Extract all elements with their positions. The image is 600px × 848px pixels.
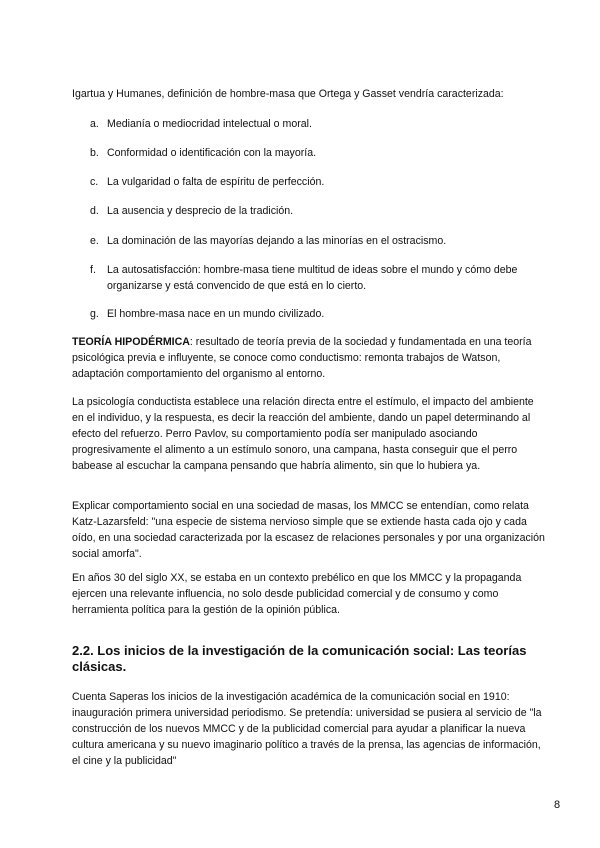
page-number: 8 xyxy=(554,799,561,811)
list-marker: c. xyxy=(90,176,99,188)
hipodermica-term: TEORÍA HIPODÉRMICA xyxy=(72,336,190,348)
list-item-text: Medianía o mediocridad intelectual o moral. xyxy=(107,118,312,130)
list-marker: a. xyxy=(90,118,99,130)
intro-paragraph: Igartua y Humanes, definición de hombre-masa que Ortega y Gasset vendría caracterizada: xyxy=(72,88,504,100)
list-item-text: La vulgaridad o falta de espíritu de perfección. xyxy=(107,176,325,188)
list-item xyxy=(90,203,530,219)
list-item xyxy=(90,145,530,161)
list-item xyxy=(90,262,530,294)
list-item xyxy=(90,174,530,190)
anos30-paragraph: En años 30 del siglo XX, se estaba en un contexto prebélico en que los MMCC y la propaganda ejercen una relevante influencia, no solo desde publicidad comercial y de consumo y como herramienta política para la gestión de la opinión pública. xyxy=(72,572,522,616)
list-item-text: Conformidad o identificación con la mayoría. xyxy=(107,147,317,159)
list-marker: g. xyxy=(90,308,99,320)
hipodermica-text: : resultado de teoría previa de la sociedad y fundamentada en una teoría psicológica previa e influyente, se conoce como conductismo: remonta trabajos de Watson, adaptación comportamiento del organismo al entorno. xyxy=(72,336,532,380)
explicar-paragraph: Explicar comportamiento social en una sociedad de masas, los MMCC se entendían, como relata Katz-Lazarsfeld: "una especie de sistema nervioso simple que se extiende hasta cada ojo y cada oído, en una sociedad caracterizada por la escasez de relaciones personales y por una organización social amorfa". xyxy=(72,500,545,560)
list-item xyxy=(90,116,530,132)
list-item xyxy=(90,233,530,249)
list-item-text: La autosatisfacción: hombre-masa tiene multitud de ideas sobre el mundo y cómo debe organizarse y está convencido de que está en lo cierto. xyxy=(107,264,518,292)
list-item-text: La dominación de las mayorías dejando a las minorías en el ostracismo. xyxy=(107,235,447,247)
list-item-text: La ausencia y desprecio de la tradición. xyxy=(107,205,294,217)
list-item xyxy=(90,306,530,322)
list-marker: b. xyxy=(90,147,99,159)
saperas-paragraph: Cuenta Saperas los inicios de la investigación académica de la comunicación social en 1910: inauguración primera universidad periodismo. Se pretendía: universidad se pusiera al servicio de "la construcción de los nuevos MMCC y de la publicidad comercial para ayudar a planificar la nueva cultura americana y su nuevo imaginario político a través de la prensa, las agencias de información, el cine y la publicidad" xyxy=(72,691,542,767)
list-item-text: El hombre-masa nace en un mundo civilizado. xyxy=(107,308,325,320)
list-marker: e. xyxy=(90,235,99,247)
conductista-paragraph: La psicología conductista establece una relación directa entre el estímulo, el impacto del ambiente en el individuo, y la respuesta, es decir la reacción del ambiente, dando un papel determinando al efecto del refuerzo. Perro Pavlov, su comportamiento podía ser manipulado asociando progresivamente el alimento a un estímulo sonoro, una campana, hasta conseguir que el perro babease al escuchar la campana pensando que habría alimento, sin que lo hubiera ya. xyxy=(72,396,534,472)
list-marker: f. xyxy=(90,264,96,276)
list-marker: d. xyxy=(90,205,99,217)
section-heading: 2.2. Los inicios de la investigación de la comunicación social: Las teorías clásicas. xyxy=(72,643,527,674)
hipodermica-paragraph xyxy=(72,334,546,382)
